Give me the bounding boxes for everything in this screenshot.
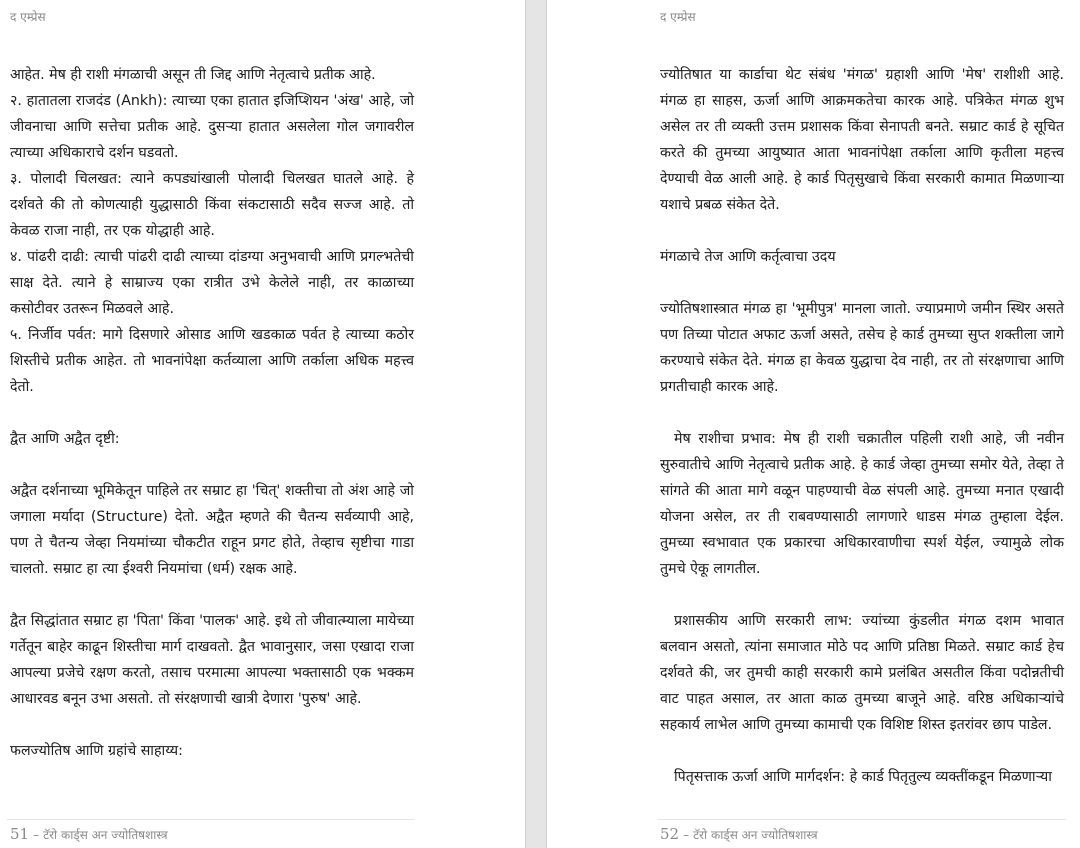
book-title: टॅरो कार्ड्स अन ज्योतिषशास्त्र <box>43 828 168 842</box>
paragraph: मेष राशीचा प्रभाव: मेष ही राशी चक्रातील पहिली राशी आहे, जी नवीन सुरुवातीचे आणि नेतृत्वाचे प्रतीक आहे. हे कार्ड जेव्हा तुमच्या समोर येते, तेव्हा ते सांगते की आता मागे वळून पाहण्याची वेळ संपली आहे. तुमच्या मनात एखादी योजना असेल, तर ती राबवण्यासाठी लागणारे धाडस मंगळ तुम्हाला देईल. तुमच्या स्वभावात एक प्रकारचा अधिकारवाणीचा स्पर्श येईल, ज्यामुळे लोक तुमचे ऐकू लागतील. <box>660 431 1064 577</box>
section-heading: द्वैत आणि अद्वैत दृष्टी: <box>10 431 120 447</box>
left-page <box>0 0 525 848</box>
spacer <box>10 452 414 478</box>
running-head: द एम्प्रेस <box>10 10 46 24</box>
page-body <box>10 62 414 764</box>
paragraph: अद्वैत दर्शनाच्या भूमिकेतून पाहिले तर सम्राट हा 'चित्' शक्तीचा तो अंश आहे जो जगाला मर्यादा (Structure) देतो. अद्वैत म्हणते की चैतन्य सर्वव्यापी आहे, पण ते चैतन्य जेव्हा नियमांच्या चौकटीत राहून प्रगट होते, तेव्हाच सृष्टीचा गाडा चालतो. सम्राट हा त्या ईश्वरी नियमांचा (धर्म) रक्षक आहे. <box>10 483 414 577</box>
footer-separator: – <box>33 828 40 842</box>
list-item-beard: ४. पांढरी दाढी: त्याची पांढरी दाढी त्याच्या दांडग्या अनुभवाची आणि प्रगल्भतेची साक्ष देते. त्याने हे साम्राज्य एका रात्रीत उभे केलेले नाही, तर काळाच्या कसोटीवर उतरून मिळवले आहे. <box>10 249 414 317</box>
spacer <box>660 582 1064 608</box>
list-item-armor: ३. पोलादी चिलखत: त्याने कपड्यांखाली पोलादी चिलखत घातले आहे. हे दर्शवते की तो कोणत्याही युद्धासाठी किंवा संकटासाठी सदैव सज्ज आहे. तो केवळ राजा नाही, तर एक योद्धाही आहे. <box>10 171 414 239</box>
page-body <box>660 62 1064 790</box>
spacer <box>10 582 414 608</box>
paragraph: प्रशासकीय आणि सरकारी लाभ: ज्यांच्या कुंडलीत मंगळ दशम भावात बलवान असतो, त्यांना समाजात मोठे पद आणि प्रतिष्ठा मिळते. सम्राट कार्ड हेच दर्शवते की, जर तुमची काही सरकारी कामे प्रलंबित असतील किंवा पदोन्नतीची वाट पाहत असाल, तर आता काळ तुमच्या बाजूने आहे. वरिष्ठ अधिकाऱ्यांचे सहकार्य लाभेल आणि तुमच्या कामाची एक विशिष्ट शिस्त इतरांवर छाप पाडेल. <box>660 613 1064 733</box>
list-item-ankh: २. हातातला राजदंड (Ankh): त्याच्या एका हातात इजिप्शियन 'अंख' आहे, जो जीवनाचा आणि सत्तेचा प्रतीक आहे. दुसऱ्या हातात असलेला गोल जगावरील त्याच्या अधिकाराचे दर्शन घडवतो. <box>10 93 414 161</box>
page-footer <box>660 825 818 843</box>
spacer <box>660 400 1064 426</box>
paragraph: ज्योतिषात या कार्डाचा थेट संबंध 'मंगळ' ग्रहाशी आणि 'मेष' राशीशी आहे. मंगळ हा साहस, ऊर्जा आणि आक्रमकतेचा कारक आहे. पत्रिकेत मंगळ शुभ असेल तर ती व्यक्ती उत्तम प्रशासक किंवा सेनापती बनते. सम्राट कार्ड हे सूचित करते की तुमच्या आयुष्यात आता भावनांपेक्षा तर्काला आणि कृतीला महत्त्व देण्याची वेळ आली आहे. हे कार्ड पितृसुखाचे किंवा सरकारी कामात मिळणाऱ्या यशाचे प्रबळ संकेत देते. <box>660 67 1064 213</box>
paragraph: पितृसत्ताक ऊर्जा आणि मार्गदर्शन: हे कार्ड पितृतुल्य व्यक्तींकडून मिळणाऱ्या <box>674 769 1052 785</box>
page-number: 51 <box>10 825 30 843</box>
spacer <box>10 400 414 426</box>
paragraph: द्वैत सिद्धांतात सम्राट हा 'पिता' किंवा 'पालक' आहे. इथे तो जीवात्म्याला मायेच्या गर्तेतून बाहेर काढून शिस्तीचा मार्ग दाखवतो. द्वैत भावानुसार, जसा एखादा राजा आपल्या प्रजेचे रक्षण करतो, तसाच परमात्मा आपल्या भक्तासाठी एक भक्कम आधारवड बनून उभा असतो. तो संरक्षणाची खात्री देणारा 'पुरुष' आहे. <box>10 613 414 707</box>
footer-separator: – <box>683 828 690 842</box>
list-item-mountains: ५. निर्जीव पर्वत: मागे दिसणारे ओसाड आणि खडकाळ पर्वत हे त्याच्या कठोर शिस्तीचे प्रतीक आहेत. तो भावनांपेक्षा कर्तव्याला आणि तर्काला अधिक महत्त्व देतो. <box>10 327 414 395</box>
running-head: द एम्प्रेस <box>660 10 696 24</box>
page-gutter <box>525 0 547 848</box>
paragraph: आहेत. मेष ही राशी मंगळाची असून ती जिद्द आणि नेतृत्वाचे प्रतीक आहे. <box>10 67 376 83</box>
section-heading: फलज्योतिष आणि ग्रहांचे साहाय्य: <box>10 743 183 759</box>
book-title: टॅरो कार्ड्स अन ज्योतिषशास्त्र <box>693 828 818 842</box>
footer-divider <box>658 819 1066 820</box>
footer-divider <box>7 819 414 820</box>
page-number: 52 <box>660 825 680 843</box>
section-heading: मंगळाचे तेज आणि कर्तृत्वाचा उदय <box>660 249 836 265</box>
spacer <box>660 270 1064 296</box>
spacer <box>660 218 1064 244</box>
spacer <box>660 738 1064 764</box>
spacer <box>10 712 414 738</box>
paragraph: ज्योतिषशास्त्रात मंगळ हा 'भूमीपुत्र' मानला जातो. ज्याप्रमाणे जमीन स्थिर असते पण तिच्या पोटात अफाट ऊर्जा असते, तसेच हे कार्ड तुमच्या सुप्त शक्तीला जागे करण्याचे संकेत देते. मंगळ हा केवळ युद्धाचा देव नाही, तर तो संरक्षणाचा आणि प्रगतीचाही कारक आहे. <box>660 301 1064 395</box>
page-footer <box>10 825 168 843</box>
